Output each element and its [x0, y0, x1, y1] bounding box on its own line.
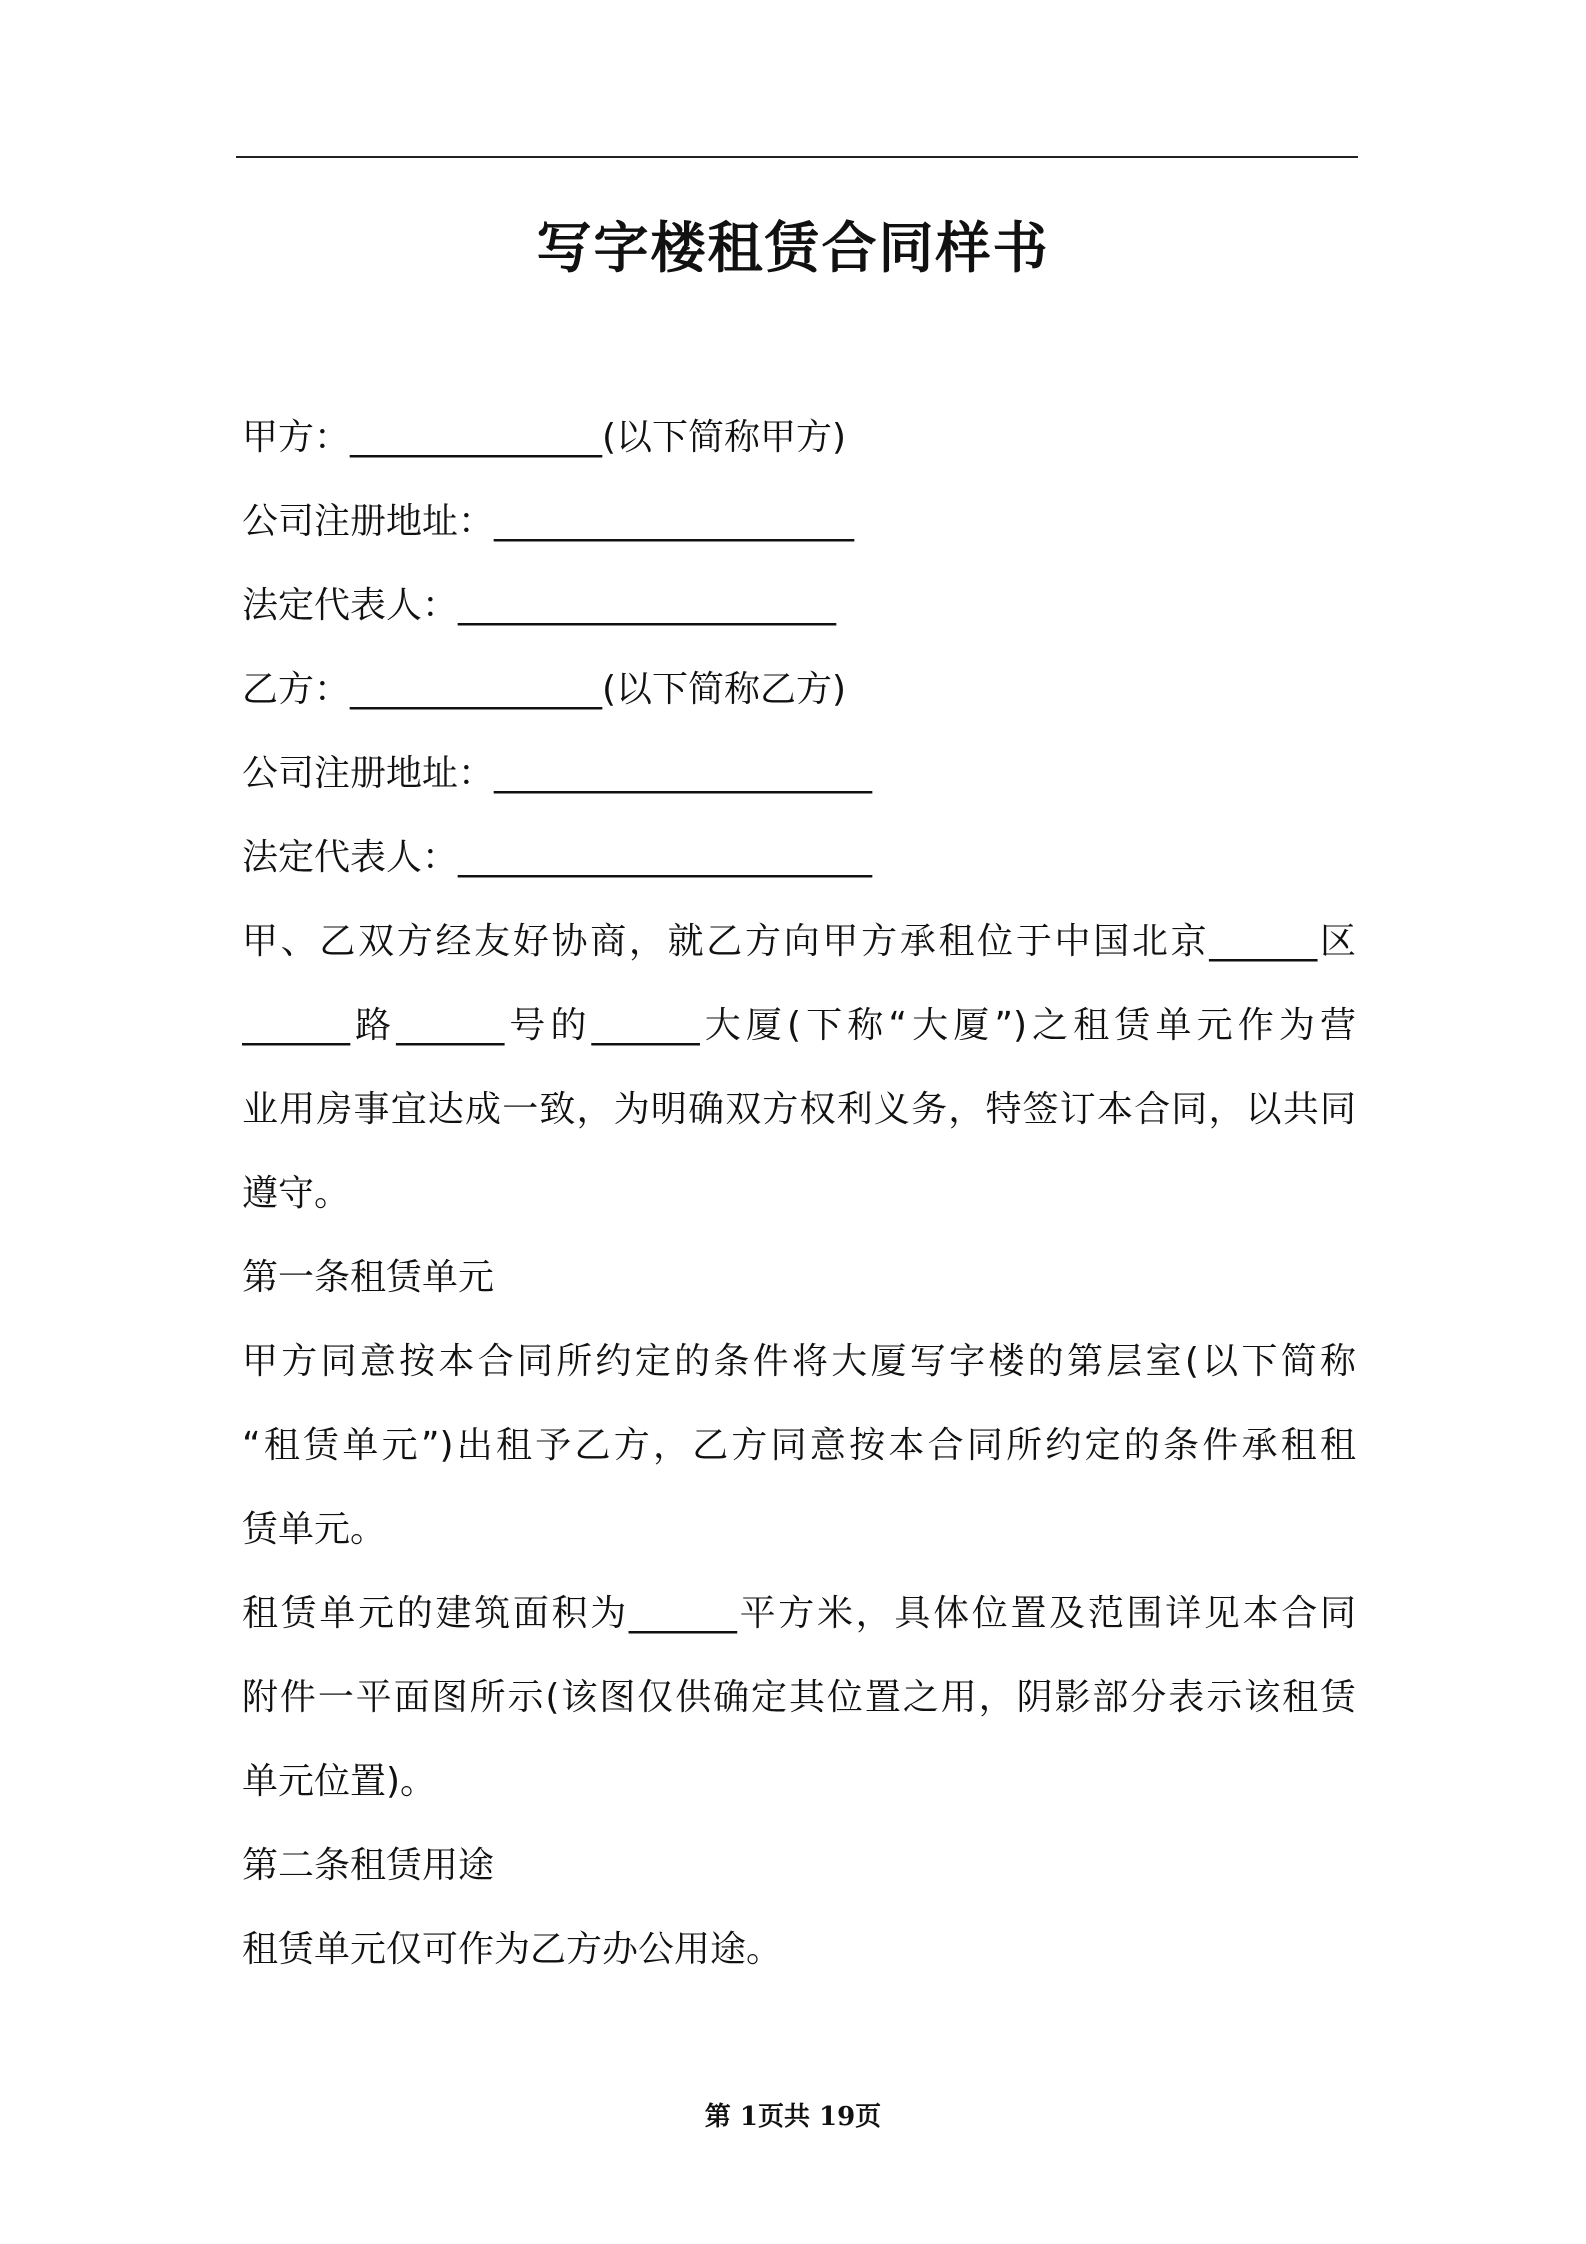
article-1-text-line: 赁单元。	[242, 1509, 387, 1550]
article-1-text-line: “租赁单元”)出租予乙方，乙方同意按本合同所约定的条件承租租	[242, 1425, 1356, 1466]
document-title: 写字楼租赁合同样书	[536, 216, 1050, 280]
header-rule	[236, 156, 1358, 158]
preamble-line: ______路______号的______大厦(下称“大厦”)之租赁单元作为营	[242, 1005, 1356, 1046]
party-a-address-line: 公司注册地址：____________________	[242, 501, 855, 542]
article-1-text-line: 附件一平面图所示(该图仅供确定其位置之用，阴影部分表示该租赁	[242, 1677, 1356, 1718]
party-a-line: 甲方：______________(以下简称甲方)	[242, 417, 847, 458]
party-b-address-line: 公司注册地址：_____________________	[242, 753, 873, 794]
article-1-text-line: 单元位置)。	[242, 1761, 437, 1802]
article-1-heading: 第一条租赁单元	[242, 1257, 495, 1298]
party-b-line: 乙方：______________(以下简称乙方)	[242, 669, 847, 710]
preamble-line: 遵守。	[242, 1173, 351, 1214]
page-number: 第 1页共 19页	[704, 2102, 882, 2132]
article-1-text-line: 租赁单元的建筑面积为______平方米，具体位置及范围详见本合同	[242, 1593, 1356, 1634]
party-a-representative-line: 法定代表人：_____________________	[242, 585, 837, 626]
document-body	[242, 396, 1356, 1992]
article-2-heading: 第二条租赁用途	[242, 1845, 495, 1886]
preamble-line: 甲、乙双方经友好协商，就乙方向甲方承租位于中国北京______区	[242, 921, 1356, 962]
article-2-text-line: 租赁单元仅可作为乙方办公用途。	[242, 1929, 783, 1970]
party-b-representative-line: 法定代表人：_______________________	[242, 837, 873, 878]
article-1-text-line: 甲方同意按本合同所约定的条件将大厦写字楼的第层室(以下简称	[242, 1341, 1356, 1382]
preamble-line: 业用房事宜达成一致，为明确双方权利义务，特签订本合同，以共同	[242, 1089, 1356, 1130]
